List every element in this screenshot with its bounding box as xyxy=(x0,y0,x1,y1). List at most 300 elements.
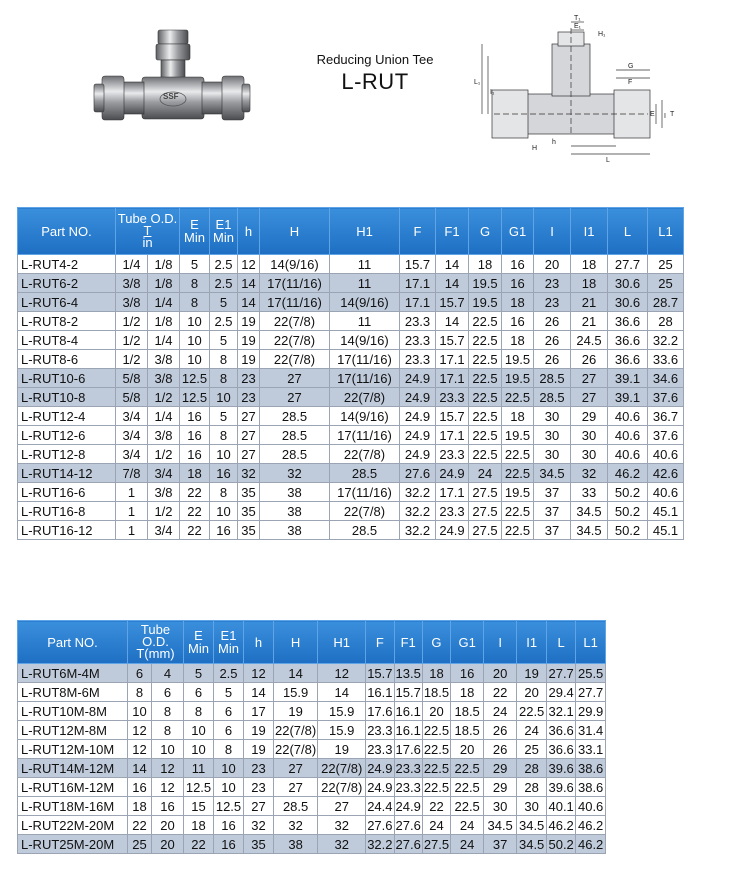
table-cell: 22.5 xyxy=(469,312,502,331)
table-row xyxy=(18,797,606,816)
table-cell: 11 xyxy=(330,274,400,293)
table-cell: 14 xyxy=(274,664,318,683)
table-cell: 37.6 xyxy=(648,426,684,445)
table-cell: 38 xyxy=(260,483,330,502)
table-cell: 16.1 xyxy=(367,684,393,700)
table-cell: 27 xyxy=(238,445,260,464)
table-cell: 30 xyxy=(534,426,571,445)
table-cell: 22 xyxy=(128,816,152,835)
table-cell: 1/4 xyxy=(116,255,148,274)
col-f: F xyxy=(366,621,394,664)
table-cell: 33.1 xyxy=(576,740,606,759)
table-cell: 32 xyxy=(318,816,366,835)
label-t: T xyxy=(670,111,675,118)
table-cell: 35 xyxy=(238,483,260,502)
table-cell: 24 xyxy=(517,721,547,740)
table-cell: 17.1 xyxy=(436,426,469,445)
table-cell: 22(7/8) xyxy=(330,502,400,521)
table-cell: 22.5 xyxy=(469,426,502,445)
label-h-small: h xyxy=(552,139,556,146)
table-cell: 39.6 xyxy=(548,760,574,776)
table-cell: 16 xyxy=(214,835,244,854)
table-cell: 16.1 xyxy=(395,722,421,738)
table-cell: 12.5 xyxy=(180,388,210,407)
table-cell: 24 xyxy=(484,702,517,721)
table-cell: 11 xyxy=(330,255,400,274)
table-row xyxy=(18,702,606,721)
table-cell: 26 xyxy=(534,350,571,369)
table-cell: 22(7/8) xyxy=(260,350,330,369)
table-cell: 35 xyxy=(244,835,274,854)
table-cell: 32 xyxy=(571,464,608,483)
table-cell: 14(9/16) xyxy=(330,293,400,312)
metric-table-body xyxy=(18,664,606,854)
table-cell: 27 xyxy=(244,797,274,816)
table-cell: 17(11/16) xyxy=(330,369,400,388)
table-cell: 16 xyxy=(502,274,534,293)
table-cell: 17.1 xyxy=(436,483,469,502)
table-cell: 8 xyxy=(210,483,238,502)
table-cell: 7/8 xyxy=(116,464,148,483)
table-row xyxy=(18,664,606,683)
table-cell: 10 xyxy=(180,331,210,350)
table-cell: 23.3 xyxy=(367,741,393,757)
table-cell: 28.5 xyxy=(330,521,400,540)
table-cell: 38 xyxy=(274,835,318,854)
table-cell: 22(7/8) xyxy=(318,778,366,797)
table-cell: 22(7/8) xyxy=(260,312,330,331)
table-cell: 8 xyxy=(184,702,214,721)
table-row xyxy=(18,721,606,740)
table-cell: 28.5 xyxy=(260,426,330,445)
metric-header-row xyxy=(18,621,606,664)
table-cell: 46.2 xyxy=(576,835,606,854)
table-cell: 20 xyxy=(422,702,450,721)
table-row xyxy=(18,445,684,464)
table-cell: 6 xyxy=(184,683,214,702)
table-cell: 23.3 xyxy=(395,760,421,776)
table-cell: 27.6 xyxy=(367,817,393,833)
table-cell: 10 xyxy=(184,740,214,759)
label-i: I xyxy=(664,113,666,120)
table-cell: 10 xyxy=(180,312,210,331)
table-cell: 14(9/16) xyxy=(330,407,400,426)
col-tube-od: Tube O.D. T(mm) xyxy=(128,621,184,664)
table-cell: 22 xyxy=(180,483,210,502)
table-cell: 1/2 xyxy=(116,350,148,369)
table-cell: 14 xyxy=(436,255,469,274)
part-number-cell: L-RUT8-4 xyxy=(18,331,116,350)
table-cell: 8 xyxy=(180,274,210,293)
table-cell: 1/2 xyxy=(116,331,148,350)
photo-logo: SSF xyxy=(163,92,179,101)
table-cell: 34.5 xyxy=(534,464,571,483)
table-cell: 20 xyxy=(517,683,547,702)
part-number-cell: L-RUT12M-10M xyxy=(18,740,128,759)
table-cell: 23.3 xyxy=(395,779,421,795)
part-number-cell: L-RUT12-4 xyxy=(18,407,116,426)
table-cell: 24.9 xyxy=(367,760,393,776)
table-cell: 11 xyxy=(184,759,214,778)
table-cell: 50.2 xyxy=(608,483,648,502)
table-cell: 24 xyxy=(451,816,484,835)
table-cell: 28.5 xyxy=(274,797,318,816)
table-cell: 39.1 xyxy=(608,369,648,388)
table-cell: 6 xyxy=(128,664,152,683)
table-cell: 40.6 xyxy=(648,445,684,464)
table-cell: 27 xyxy=(274,778,318,797)
table-cell: 1/8 xyxy=(148,274,180,293)
table-cell: 18 xyxy=(128,797,152,816)
table-cell: 17(11/16) xyxy=(330,483,400,502)
table-cell: 19 xyxy=(244,740,274,759)
col-h-small: h xyxy=(244,621,274,664)
col-l1: L1 xyxy=(576,621,606,664)
table-cell: 23 xyxy=(534,274,571,293)
table-cell: 12 xyxy=(318,664,366,683)
part-number-cell: L-RUT6-2 xyxy=(18,274,116,293)
col-tube-od: Tube O.D. T in xyxy=(116,208,180,255)
table-cell: 15.7 xyxy=(367,665,393,681)
table-cell: 12 xyxy=(152,778,184,797)
table-cell: 23 xyxy=(244,778,274,797)
table-cell: 22.5 xyxy=(502,445,534,464)
col-e1: E1 Min xyxy=(210,208,238,255)
table-cell: 36.7 xyxy=(648,407,684,426)
table-cell: 3/4 xyxy=(116,426,148,445)
table-cell: 22.5 xyxy=(469,407,502,426)
table-cell: 24.9 xyxy=(400,445,436,464)
table-row xyxy=(18,331,684,350)
table-cell: 32.2 xyxy=(400,483,436,502)
table-cell: 15.9 xyxy=(274,683,318,702)
table-cell: 28.5 xyxy=(260,407,330,426)
table-cell: 16.1 xyxy=(395,703,421,719)
table-cell: 15.7 xyxy=(400,255,436,274)
table-cell: 29 xyxy=(484,759,517,778)
table-cell: 3/8 xyxy=(116,274,148,293)
table-cell: 32 xyxy=(238,464,260,483)
label-e: E xyxy=(650,111,655,118)
table-row xyxy=(18,388,684,407)
table-cell: 25.5 xyxy=(576,664,606,683)
part-number-cell: L-RUT6M-4M xyxy=(18,664,128,683)
table-cell: 36.6 xyxy=(608,312,648,331)
product-model: L-RUT xyxy=(341,69,409,94)
table-cell: 19.5 xyxy=(502,350,534,369)
table-cell: 10 xyxy=(184,721,214,740)
table-cell: 37 xyxy=(534,521,571,540)
table-cell: 28 xyxy=(648,312,684,331)
part-number-cell: L-RUT18M-16M xyxy=(18,797,128,816)
part-number-cell: L-RUT10-8 xyxy=(18,388,116,407)
table-cell: 4 xyxy=(152,664,184,683)
part-number-cell: L-RUT12-6 xyxy=(18,426,116,445)
table-cell: 22 xyxy=(180,521,210,540)
part-number-cell: L-RUT22M-20M xyxy=(18,816,128,835)
col-e: E Min xyxy=(180,208,210,255)
table-cell: 26 xyxy=(484,740,517,759)
table-cell: 15.7 xyxy=(436,293,469,312)
table-cell: 23.3 xyxy=(436,502,469,521)
table-cell: 22(7/8) xyxy=(260,331,330,350)
table-cell: 17(11/16) xyxy=(260,293,330,312)
table-cell: 23 xyxy=(238,388,260,407)
product-photo xyxy=(92,22,252,132)
table-cell: 19 xyxy=(244,721,274,740)
table-row xyxy=(18,740,606,759)
table-row xyxy=(18,483,684,502)
table-cell: 10 xyxy=(210,502,238,521)
col-h: H xyxy=(274,621,318,664)
part-number-cell: L-RUT8-6 xyxy=(18,350,116,369)
table-cell: 30.6 xyxy=(608,293,648,312)
table-cell: 17.1 xyxy=(436,350,469,369)
table-cell: 28.5 xyxy=(260,445,330,464)
table-cell: 37 xyxy=(534,502,571,521)
table-cell: 22.5 xyxy=(469,369,502,388)
table-cell: 28.7 xyxy=(648,293,684,312)
title-block xyxy=(290,52,460,95)
part-number-cell: L-RUT6-4 xyxy=(18,293,116,312)
table-cell: 16 xyxy=(152,797,184,816)
table-cell: 34.5 xyxy=(571,502,608,521)
table-cell: 18 xyxy=(469,255,502,274)
table-cell: 3/4 xyxy=(148,521,180,540)
table-cell: 30.6 xyxy=(608,274,648,293)
table-cell: 26 xyxy=(534,331,571,350)
table-cell: 29 xyxy=(571,407,608,426)
table-cell: 3/4 xyxy=(148,464,180,483)
col-i: I xyxy=(534,208,571,255)
table-cell: 22.5 xyxy=(451,759,484,778)
table-cell: 24 xyxy=(469,464,502,483)
table-row xyxy=(18,683,606,702)
table-cell: 37.6 xyxy=(648,388,684,407)
table-cell: 18.5 xyxy=(423,684,450,700)
table-cell: 3/8 xyxy=(148,483,180,502)
table-cell: 22.5 xyxy=(423,722,450,738)
table-cell: 25 xyxy=(517,740,547,759)
table-cell: 22.5 xyxy=(423,779,450,795)
table-cell: 18 xyxy=(184,816,214,835)
table-cell: 19.5 xyxy=(502,369,534,388)
table-cell: 18.5 xyxy=(451,721,484,740)
table-cell: 17 xyxy=(244,702,274,721)
part-number-cell: L-RUT16-8 xyxy=(18,502,116,521)
table-cell: 2.5 xyxy=(210,255,238,274)
table-row xyxy=(18,426,684,445)
table-cell: 16 xyxy=(180,445,210,464)
table-cell: 13.5 xyxy=(395,665,421,681)
table-cell: 22(7/8) xyxy=(275,741,317,757)
table-cell: 14 xyxy=(238,293,260,312)
col-part-no: Part NO. xyxy=(18,208,116,255)
table-cell: 22.5 xyxy=(423,741,450,757)
table-cell: 27 xyxy=(571,369,608,388)
part-number-cell: L-RUT14-12 xyxy=(18,464,116,483)
table-cell: 23 xyxy=(534,293,571,312)
table-cell: 5 xyxy=(214,683,244,702)
table-cell: 28.5 xyxy=(534,369,571,388)
table-cell: 22.5 xyxy=(451,778,484,797)
table-cell: 21 xyxy=(571,293,608,312)
table-cell: 3/4 xyxy=(116,407,148,426)
table-cell: 38.6 xyxy=(576,778,606,797)
table-cell: 10 xyxy=(214,759,244,778)
table-cell: 1/2 xyxy=(148,388,180,407)
table-cell: 5 xyxy=(210,293,238,312)
label-t1: T₁ xyxy=(574,15,581,22)
table-cell: 22(7/8) xyxy=(318,759,366,778)
table-cell: 12 xyxy=(128,721,152,740)
table-cell: 46.2 xyxy=(548,817,574,833)
table-cell: 42.6 xyxy=(648,464,684,483)
table-cell: 27.7 xyxy=(576,683,606,702)
table-cell: 40.6 xyxy=(648,483,684,502)
table-cell: 23 xyxy=(244,759,274,778)
label-l: L xyxy=(606,157,610,164)
table-cell: 1/4 xyxy=(148,407,180,426)
table-cell: 3/8 xyxy=(148,369,180,388)
table-cell: 6 xyxy=(214,721,244,740)
table-cell: 32 xyxy=(260,464,330,483)
table-cell: 36.6 xyxy=(548,722,574,738)
table-cell: 34.5 xyxy=(517,835,547,854)
table-cell: 22.5 xyxy=(469,388,502,407)
table-cell: 10 xyxy=(152,740,184,759)
part-number-cell: L-RUT10M-8M xyxy=(18,702,128,721)
table-cell: 16 xyxy=(180,407,210,426)
table-cell: 17.1 xyxy=(400,274,436,293)
table-cell: 20 xyxy=(484,664,517,683)
label-i1: I₁ xyxy=(490,89,495,96)
table-row xyxy=(18,816,606,835)
part-number-cell: L-RUT16M-12M xyxy=(18,778,128,797)
table-cell: 34.5 xyxy=(517,816,547,835)
table-cell: 22.5 xyxy=(502,502,534,521)
table-cell: 21 xyxy=(571,312,608,331)
table-cell: 16 xyxy=(502,312,534,331)
table-row xyxy=(18,369,684,388)
inch-header-row xyxy=(18,208,684,255)
table-cell: 23 xyxy=(238,369,260,388)
table-cell: 32 xyxy=(274,816,318,835)
label-g: G xyxy=(628,63,634,70)
table-cell: 30 xyxy=(534,407,571,426)
table-cell: 15.9 xyxy=(318,721,366,740)
table-cell: 32.2 xyxy=(400,502,436,521)
table-cell: 8 xyxy=(152,721,184,740)
table-row xyxy=(18,293,684,312)
table-cell: 1/2 xyxy=(148,502,180,521)
table-cell: 6 xyxy=(214,702,244,721)
table-cell: 25 xyxy=(648,274,684,293)
table-cell: 22.5 xyxy=(502,521,534,540)
table-row xyxy=(18,759,606,778)
part-number-cell: L-RUT4-2 xyxy=(18,255,116,274)
table-cell: 18 xyxy=(571,274,608,293)
table-cell: 22.5 xyxy=(423,760,450,776)
col-h: H xyxy=(260,208,330,255)
table-cell: 19 xyxy=(238,350,260,369)
table-cell: 14 xyxy=(436,274,469,293)
table-cell: 1 xyxy=(116,502,148,521)
part-number-cell: L-RUT14M-12M xyxy=(18,759,128,778)
table-cell: 6 xyxy=(152,683,184,702)
table-cell: 1 xyxy=(116,483,148,502)
table-cell: 17.6 xyxy=(367,703,393,719)
table-row xyxy=(18,350,684,369)
table-row xyxy=(18,835,606,854)
table-row xyxy=(18,407,684,426)
table-cell: 16 xyxy=(210,521,238,540)
table-cell: 22(7/8) xyxy=(330,445,400,464)
table-cell: 45.1 xyxy=(648,502,684,521)
table-cell: 22(7/8) xyxy=(275,722,317,738)
table-cell: 15.9 xyxy=(318,702,366,721)
table-cell: 24.9 xyxy=(400,388,436,407)
table-cell: 1/4 xyxy=(148,293,180,312)
table-row xyxy=(18,464,684,483)
table-cell: 24.9 xyxy=(400,369,436,388)
table-cell: 12 xyxy=(244,664,274,683)
table-cell: 32 xyxy=(318,835,366,854)
table-cell: 19.5 xyxy=(469,293,502,312)
table-cell: 12.5 xyxy=(184,778,214,797)
table-cell: 38 xyxy=(260,521,330,540)
table-cell: 40.6 xyxy=(608,407,648,426)
table-cell: 19 xyxy=(517,664,547,683)
table-cell: 46.2 xyxy=(576,816,606,835)
table-cell: 20 xyxy=(152,835,184,854)
table-cell: 8 xyxy=(180,293,210,312)
table-row xyxy=(18,274,684,293)
table-cell: 1/2 xyxy=(116,312,148,331)
part-number-cell: L-RUT10-6 xyxy=(18,369,116,388)
table-cell: 40.6 xyxy=(608,426,648,445)
table-cell: 27.6 xyxy=(395,817,421,833)
table-cell: 10 xyxy=(180,350,210,369)
col-l: L xyxy=(547,621,576,664)
table-cell: 5 xyxy=(210,407,238,426)
table-cell: 20 xyxy=(451,740,484,759)
table-cell: 40.6 xyxy=(576,797,606,816)
table-cell: 19.5 xyxy=(469,274,502,293)
table-cell: 31.4 xyxy=(576,721,606,740)
table-cell: 12 xyxy=(238,255,260,274)
table-cell: 27 xyxy=(318,797,366,816)
col-part-no: Part NO. xyxy=(18,621,128,664)
table-cell: 30 xyxy=(534,445,571,464)
table-cell: 2.5 xyxy=(210,274,238,293)
part-number-cell: L-RUT8M-6M xyxy=(18,683,128,702)
table-cell: 30 xyxy=(571,445,608,464)
table-cell: 24 xyxy=(422,816,450,835)
table-cell: 37 xyxy=(534,483,571,502)
table-cell: 19 xyxy=(238,331,260,350)
table-cell: 14 xyxy=(128,759,152,778)
table-cell: 2.5 xyxy=(214,664,244,683)
table-cell: 10 xyxy=(210,445,238,464)
col-f: F xyxy=(400,208,436,255)
table-cell: 27.5 xyxy=(469,483,502,502)
table-cell: 3/4 xyxy=(116,445,148,464)
technical-drawing xyxy=(466,14,676,164)
table-row xyxy=(18,521,684,540)
table-cell: 18 xyxy=(502,293,534,312)
table-cell: 24.9 xyxy=(436,521,469,540)
